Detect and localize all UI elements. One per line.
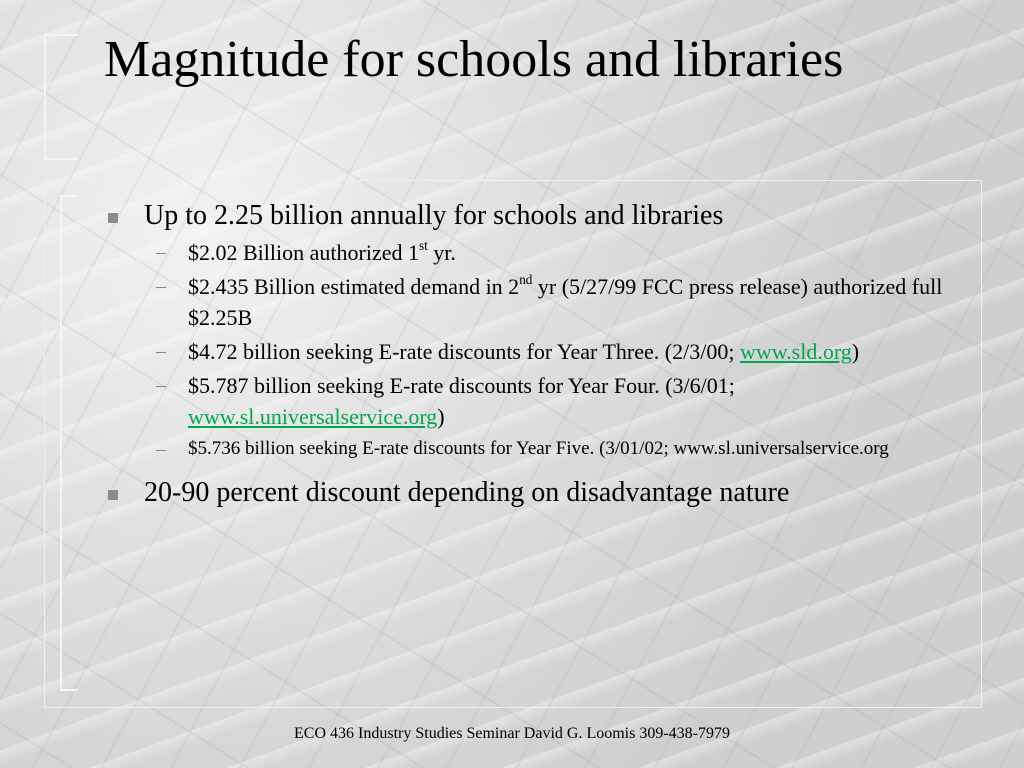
- body-accent-bar: [60, 195, 78, 691]
- slide-title: Magnitude for schools and libraries: [104, 31, 844, 88]
- title-accent-bar: [44, 34, 78, 160]
- sub-bullet-text: $5.787 billion seeking E-rate discounts for Year Four. (3/6/01;: [188, 373, 735, 398]
- bullet-text: 20-90 percent discount depending on disadvantage nature: [144, 477, 790, 508]
- sub-bullet-item: [144, 336, 974, 367]
- sub-bullet-item: [144, 237, 974, 268]
- universalservice-link[interactable]: www.sl.universalservice.org: [188, 404, 438, 429]
- sub-bullet-text-end: yr (5/27/99 FCC press release) authorized full $2.25B: [188, 274, 943, 330]
- sub-bullet-list: [144, 237, 974, 463]
- square-bullet-icon: [108, 213, 118, 223]
- dash-bullet-icon: –: [156, 438, 166, 460]
- sld-link[interactable]: www.sld.org: [739, 339, 852, 364]
- sub-bullet-text: $4.72 billion seeking E-rate discounts for Year Three. (2/3/00;: [188, 339, 740, 364]
- sub-bullet-item: [144, 435, 974, 463]
- sub-bullet-item: [144, 271, 974, 333]
- sub-bullet-text-end: ): [437, 404, 445, 429]
- sub-bullet-text-end: ): [851, 339, 860, 364]
- sub-bullet-item: [144, 370, 974, 432]
- square-bullet-icon: [108, 490, 118, 500]
- sub-bullet-text: $2.435 Billion estimated demand in 2: [188, 274, 520, 299]
- slide-body: [104, 198, 974, 511]
- dash-bullet-icon: –: [156, 374, 166, 396]
- dash-bullet-icon: –: [156, 241, 166, 263]
- sub-bullet-text-end: yr.: [427, 240, 456, 265]
- slide-footer: ECO 436 Industry Studies Seminar David G. Loomis 309-438-7979: [294, 725, 730, 742]
- sub-bullet-text: $5.736 billion seeking E-rate discounts for Year Five. (3/01/02; www.sl.universalservice.org: [188, 438, 889, 459]
- dash-bullet-icon: –: [156, 340, 166, 362]
- sub-bullet-text: $2.02 Billion authorized 1: [188, 240, 419, 265]
- ordinal-suffix: nd: [519, 272, 533, 288]
- bullet-item: [104, 198, 974, 463]
- bullet-text: Up to 2.25 billion annually for schools and libraries: [144, 200, 724, 231]
- dash-bullet-icon: –: [156, 275, 166, 297]
- ordinal-suffix: st: [418, 238, 428, 254]
- bullet-list: [104, 198, 974, 511]
- bullet-item: [104, 475, 974, 511]
